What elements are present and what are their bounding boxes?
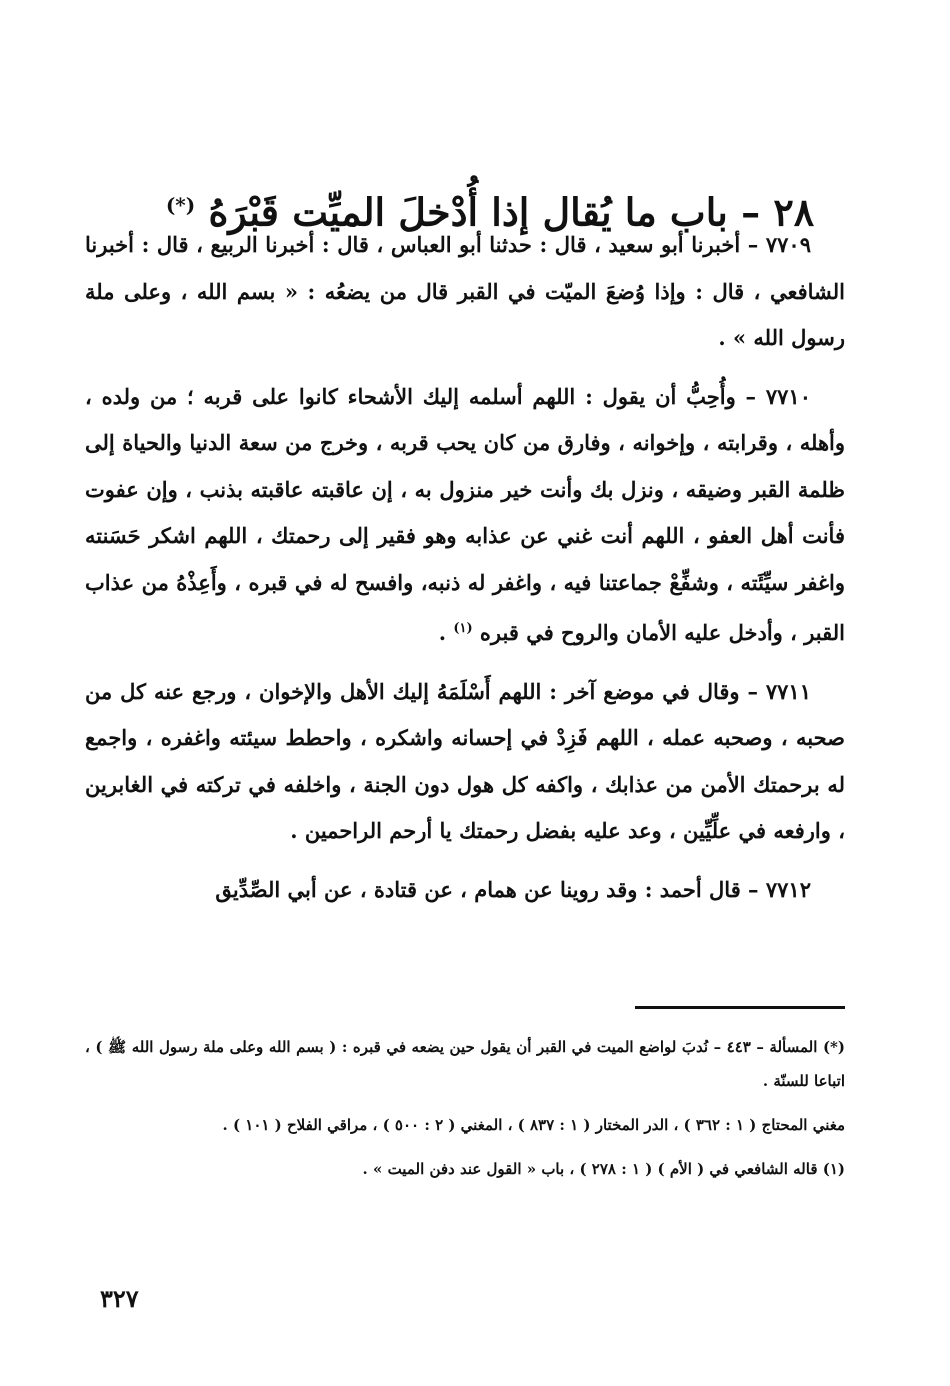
paragraph-number: ٧٧٠٩ <box>765 232 811 257</box>
paragraph-text: – وقال في موضع آخر : اللهم أَسْلَمَهُ إليك الأهل والإخوان ، ورجع عنه كل من صحبه ، وصحبه عمله ، اللهم فَزِدْ في إحسانه واشكره ، واحطط سيئته واغفره ، واجمع له برحمتك الأمن من عذابك ، واكفه كل هول دون الجنة ، واخلفه في تركته في الغابرين ، وارفعه في علِّيِّين ، وعد عليه بفضل رحمتك يا أرحم الراحمين . <box>85 678 845 843</box>
chapter-title-text: ٢٨ – باب ما يُقال إذا أُدْخلَ الميِّت قَبْرَهُ <box>208 190 815 236</box>
paragraph-number: ٧٧١٠ <box>765 383 811 409</box>
paragraph-7710 <box>85 374 845 657</box>
paragraph-number: ٧٧١١ <box>765 678 811 704</box>
page-number: ٣٢٧ <box>100 1284 139 1313</box>
paragraph-tail: . <box>438 620 454 645</box>
title-footnote-marker: (*) <box>165 193 196 218</box>
footnote-item: (١) قاله الشافعي في ( الأم ) ( ١ : ٢٧٨ ) ، باب « القول عند دفن الميت » . <box>362 1160 845 1178</box>
paragraph-7709 <box>85 222 845 362</box>
paragraph-7711 <box>85 669 845 855</box>
footnote-divider <box>635 1006 845 1009</box>
footnotes <box>85 1030 845 1196</box>
paragraph-text: – قال أحمد : وقد روينا عن همام ، عن قتادة ، عن أبي الصِّدِّيق <box>215 876 766 902</box>
footnote-item: (*) المسألة – ٤٤٣ – نُدبَ لواضع الميت في القبر أن يقول حين يضعه في قبره : ( بسم الله وعلى ملة رسول الله ﷺ ) ، اتباعا للسنّة . <box>85 1038 845 1090</box>
paragraph-number: ٧٧١٢ <box>765 876 811 902</box>
paragraph-text: – وأُحِبُّ أن يقول : اللهم أسلمه إليك الأشحاء كانوا على قربه ؛ من ولده ، وأهله ، وقرابته ، وإخوانه ، وفارق من كان يحب قربه ، وخرج من سعة الدنيا والحياة إلى ظلمة القبر وضيقه ، ونزل بك وأنت خير منزول به ، إن عاقبته عاقبته بذنب ، وإن عفوت فأنت أهل العفو ، اللهم أنت غني عن عذابه وهو فقير إلى رحمتك ، اللهم اشكر حَسَنته واغفر سيِّئَته ، وشفِّعْ جماعتنا فيه ، واغفر له ذنبه، وافسح له في قبره ، وأَعِذْهُ من عذاب القبر ، وأدخل عليه الأمان والروح في قبره <box>85 383 845 645</box>
paragraph-text: – أخبرنا أبو سعيد ، قال : حدثنا أبو العباس ، قال : أخبرنا الربيع ، قال : أخبرنا الشافعي ، قال : وإذا وُضعَ الميّت في القبر قال من يضعُه : « بسم الله ، وعلى ملة رسول الله » . <box>85 232 845 350</box>
paragraph-7712 <box>85 867 845 914</box>
footnote-reference: (١) <box>453 621 473 636</box>
main-text <box>85 222 845 925</box>
footnote-item: مغني المحتاج ( ١ : ٣٦٢ ) ، الدر المختار ( ١ : ٨٣٧ ) ، المغني ( ٢ : ٥٠٠ ) ، مراقي الفلاح ( ١٠١ ) . <box>222 1116 845 1134</box>
